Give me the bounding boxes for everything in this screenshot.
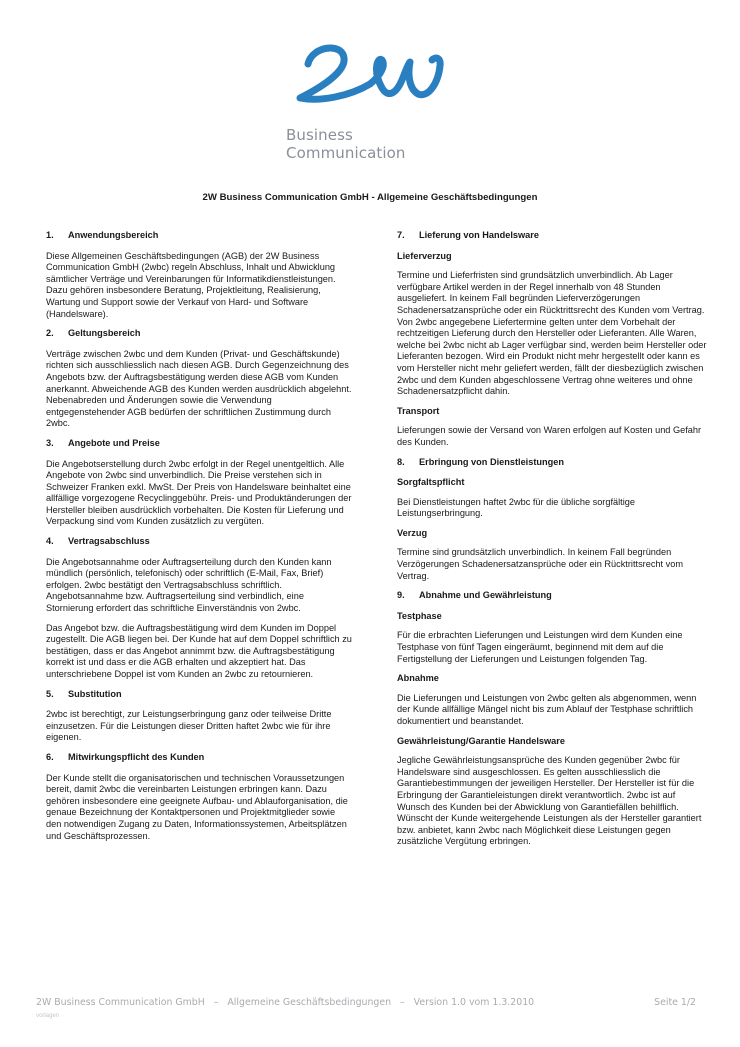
section-heading: 2. Geltungsbereich bbox=[46, 328, 141, 339]
subsection-heading: Sorgfaltspflicht bbox=[397, 477, 465, 488]
section-heading: 4. Vertragsabschluss bbox=[46, 536, 150, 547]
paragraph: Die Lieferungen und Leistungen von 2wbc gelten als abgenommen, wenn der Kunde allfällige Mängel nicht bis zum Ablauf der Testphase schriftlich dokumentiert und beanstandet. bbox=[397, 692, 697, 726]
section-heading: 9. Abnahme und Gewährleistung bbox=[397, 590, 552, 601]
paragraph: Verträge zwischen 2wbc und dem Kunden (Privat- und Geschäftskunde) richten sich ausschliesslich nach diesen AGB. Durch Gegenzeichnung des Angebots bzw. der Auftragsbestätigung werden diese AGB vom Kunden anerkannt. Abweichende AGB des Kunden werden ausdrücklich abgelehnt. Nebenabreden und Änderungen sowie die Verwendung entgegenstehender AGB bedürfen der schriftlichen Zustimmung durch 2wbc. bbox=[46, 348, 352, 429]
page-number: Seite 1/2 bbox=[654, 997, 696, 1008]
section-heading: 7. Lieferung von Handelsware bbox=[397, 230, 539, 240]
subsection-heading: Verzug bbox=[397, 527, 428, 538]
subsection-heading: Testphase bbox=[397, 610, 442, 621]
section-heading: 3. Angebote und Preise bbox=[46, 437, 160, 448]
paragraph: Für die erbrachten Lieferungen und Leistungen wird dem Kunden eine Testphase von fünf Tagen eingeräumt, beginnend mit dem auf die Fertigstellung der Lieferungen und Leistungen folgenden Tag. bbox=[397, 630, 683, 664]
subsection-heading: Lieferverzug bbox=[397, 250, 452, 261]
section-heading: 5. Substitution bbox=[46, 688, 122, 699]
right-column bbox=[397, 230, 707, 856]
logo-subtitle: Business Communication bbox=[286, 126, 406, 162]
paragraph: Jegliche Gewährleistungsansprüche des Kunden gegenüber 2wbc für Handelsware sind ausgeschlossen. Es gelten ausschliesslich die Garantiebestimmungen der jeweiligen Hersteller. Der Hersteller ist für die Erbringung der Garantieleistungen direkt verantwortlich. 2wbc ist auf Wunsch des Kunden bei der Abwicklung von Garantiefällen behilflich. Wünscht der Kunde weitergehende Leistungen als der Hersteller garantiert bzw. anbietet, kann 2wbc nach Möglichkeit diese Leistungen gegen zusätzliche Vergütung erbringen. bbox=[397, 755, 702, 847]
paragraph: Termine sind grundsätzlich unverbindlich. In keinem Fall begründen Verzögerungen Schadenersatzansprüche oder ein Rücktrittsrecht vom Vertrag. bbox=[397, 547, 683, 581]
paragraph: Diese Allgemeinen Geschäftsbedingungen (AGB) der 2W Business Communication GmbH (2wbc) regeln Abschluss, Inhalt und Abwicklung sämtlicher Verträge und Vereinbarungen für Informatikdienstleistungen. Dazu gehören insbesondere Beratung, Projektleitung, Realisierung, Wartung und Support sowie der Verkauf von Hard- und Software (Handelsware). bbox=[46, 250, 336, 319]
section-heading: 6. Mitwirkungspflicht des Kunden bbox=[46, 751, 205, 762]
paragraph: Das Angebot bzw. die Auftragsbestätigung wird dem Kunden im Doppel zugestellt. Die AGB liegen bei. Der Kunde hat auf dem Doppel schriftlich zu bestätigen, dass er das Angebot annimmt bzw. die Auftragsbestätigung korrekt ist und dass er die AGB erhalten und akzeptiert hat. Das unterschriebene Doppel ist vom Kunden an 2wbc zu retournieren. bbox=[46, 622, 352, 679]
subsection-heading: Gewährleistung/Garantie Handelsware bbox=[397, 735, 565, 746]
paragraph: Bei Dienstleistungen haftet 2wbc für die übliche sorgfältige Leistungserbringung. bbox=[397, 496, 635, 519]
footer-small-text: vorlagen bbox=[36, 1013, 60, 1019]
paragraph: Lieferungen sowie der Versand von Waren erfolgen auf Kosten und Gefahr des Kunden. bbox=[397, 425, 702, 447]
section-heading: 1. Anwendungsbereich bbox=[46, 230, 159, 240]
page-footer bbox=[36, 997, 696, 1008]
subsection-heading: Transport bbox=[397, 405, 440, 416]
logo-2w-mark bbox=[290, 36, 450, 116]
section-heading: 8. Erbringung von Dienstleistungen bbox=[397, 456, 564, 467]
left-column bbox=[46, 230, 352, 850]
document-title: 2W Business Communication GmbH - Allgemeine Geschäftsbedingungen bbox=[202, 192, 538, 203]
paragraph: 2wbc ist berechtigt, zur Leistungserbringung ganz oder teilweise Dritte einzusetzen. Für die Leistungen dieser Dritten haftet 2wbc wie für ihre eigenen. bbox=[46, 709, 332, 743]
company-logo bbox=[270, 36, 470, 162]
paragraph: Der Kunde stellt die organisatorischen und technischen Voraussetzungen bereit, damit 2wbc die vereinbarten Leistungen erbringen kann. Dazu gehören insbesondere eine geeignete Aufbau- und Ablauforganisation, die genaue Bezeichnung der Kontaktpersonen und Projektmitglieder sowie den notwendigen Zugang zu Daten, Informationssystemen, Arbeitsplätzen und Geschäftsprozessen. bbox=[46, 772, 348, 841]
subsection-heading: Abnahme bbox=[397, 673, 439, 684]
footer-text: 2W Business Communication GmbH – Allgemeine Geschäftsbedingungen – Version 1.0 vom 1.3.2010 bbox=[36, 997, 535, 1008]
paragraph: Termine und Lieferfristen sind grundsätzlich unverbindlich. Ab Lager verfügbare Artikel werden in der Regel innerhalb von 48 Stunden ausgeliefert. In keinem Fall begründen Lieferverzögerungen Schadenersatzansprüche oder ein Rücktrittsrecht des Kunden vom Vertrag. Von 2wbc angegebene Liefertermine gelten unter dem Vorbehalt der rechtzeitigen Lieferung durch den Hersteller oder Lieferanten. Alle Waren, welche bei 2wbc nicht ab Lager verfügbar sind, werden beim Hersteller oder Lieferanten bezogen. Wird ein Produkt nicht mehr hergestellt oder kann es vom Hersteller nicht mehr geliefert werden, fällt der diesbezüglich zwischen 2wbc und dem Kunden abgeschlossene Vertrag ohne weiteres und ohne Schadenersatzpflicht dahin. bbox=[397, 270, 707, 397]
paragraph: Die Angebotsannahme oder Auftragserteilung durch den Kunden kann mündlich (persönlich, telefonisch) oder schriftlich (E-Mail, Fax, Brief) erfolgen. 2wbc bestätigt den Vertragsabschluss schriftlich. Angebotsannahme bzw. Auftragserteilung sind verbindlich, eine Stornierung erfordert das schriftliche Einverständnis von 2wbc. bbox=[46, 556, 332, 614]
paragraph: Die Angebotserstellung durch 2wbc erfolgt in der Regel unentgeltlich. Alle Angebote von 2wbc sind unverbindlich. Die Preise verstehen sich in Schweizer Franken exkl. MwSt. Der Preis von Handelsware beinhaltet eine allfällige vorgezogene Recyclinggebühr. Preis- und Produktänderungen der Hersteller bleiben ausdrücklich vorbehalten. Die Kosten für Lieferung und Verpackung sind vom Kunden zusätzlich zu vergüten. bbox=[46, 458, 352, 527]
